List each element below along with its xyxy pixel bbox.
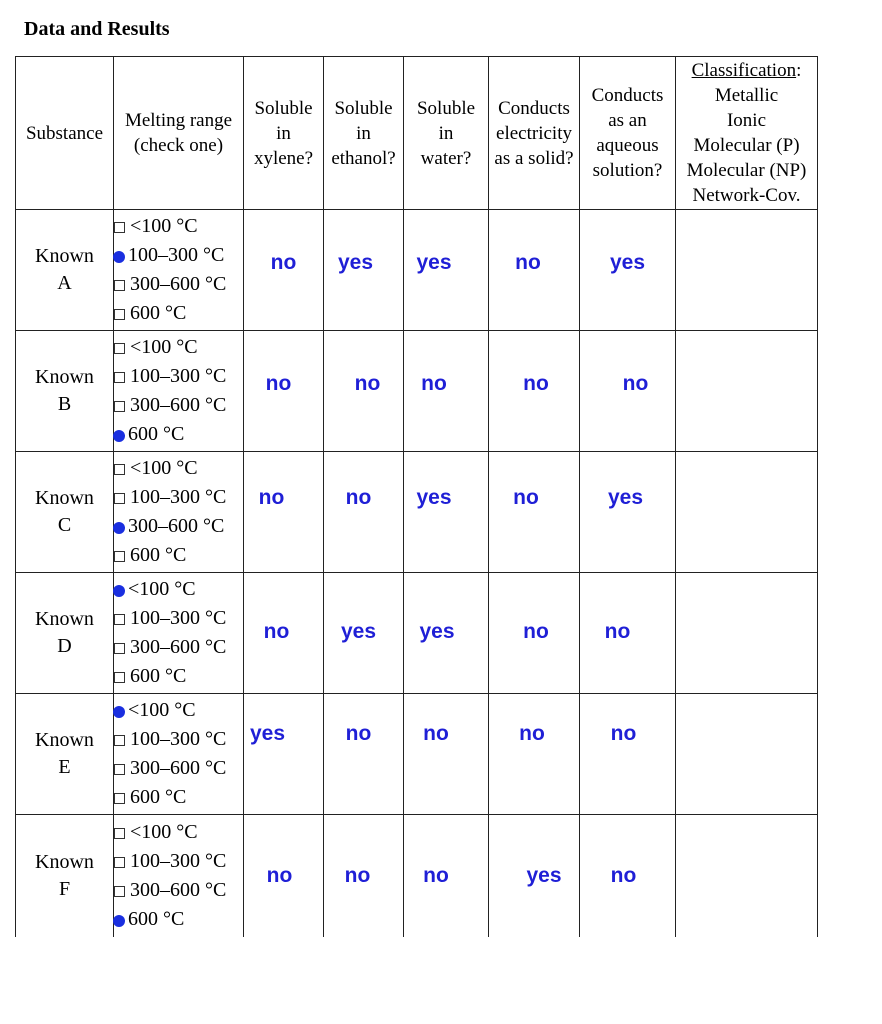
answer-value: no — [344, 864, 371, 887]
answer-value: no — [265, 372, 292, 395]
answer-value: no — [345, 722, 372, 745]
melting-option[interactable] — [114, 512, 243, 541]
answer-water — [404, 331, 489, 452]
answer-xylene — [244, 815, 324, 938]
melting-option[interactable] — [114, 696, 243, 725]
checkbox-icon[interactable] — [114, 401, 125, 412]
table-row — [16, 815, 818, 938]
answer-ethanol — [324, 210, 404, 331]
checkbox-icon[interactable] — [114, 493, 125, 504]
melting-option[interactable] — [114, 754, 243, 783]
substance-name: Known B — [16, 331, 114, 452]
answer-solid — [489, 331, 580, 452]
melting-option[interactable] — [114, 362, 243, 391]
table-row — [16, 452, 818, 573]
melting-option[interactable] — [114, 783, 243, 812]
answer-solid — [489, 452, 580, 573]
checkbox-icon[interactable] — [114, 828, 125, 839]
answer-solid — [489, 815, 580, 938]
melting-option-label: 300–600 °C — [128, 515, 225, 537]
answer-value: no — [523, 372, 549, 395]
melting-option-label: 100–300 °C — [130, 365, 227, 387]
melting-option-label: 600 °C — [130, 786, 187, 808]
melting-option-label: 100–300 °C — [128, 244, 225, 266]
melting-option[interactable] — [114, 662, 243, 691]
melting-option[interactable] — [114, 241, 243, 270]
header-row — [16, 57, 818, 210]
answer-value: no — [622, 372, 649, 395]
results-table — [15, 56, 818, 937]
header-classification: Classification: Metallic Ionic Molecular (P) Molecular (NP) Network-Cov. — [676, 57, 818, 210]
melting-option-label: 100–300 °C — [130, 850, 227, 872]
answer-value: no — [515, 251, 541, 274]
melting-range-options — [114, 210, 244, 331]
answer-xylene — [244, 452, 324, 573]
table-row — [16, 694, 818, 815]
melting-option[interactable] — [114, 847, 243, 876]
melting-option-label: 300–600 °C — [130, 394, 227, 416]
answer-value: yes — [340, 620, 377, 643]
answer-value: no — [604, 620, 631, 643]
checkbox-icon[interactable] — [114, 551, 125, 562]
checkbox-icon[interactable] — [114, 857, 125, 868]
substance-name: Known C — [16, 452, 114, 573]
answer-value: no — [263, 620, 290, 643]
classification-cell[interactable] — [676, 815, 818, 938]
answer-aqueous — [580, 210, 676, 331]
classification-cell[interactable] — [676, 694, 818, 815]
substance-name: Known D — [16, 573, 114, 694]
answer-water — [404, 573, 489, 694]
answer-xylene — [244, 331, 324, 452]
answer-value: no — [423, 864, 449, 887]
melting-option[interactable] — [114, 212, 243, 241]
melting-option-label: 600 °C — [128, 908, 185, 930]
substance-name: Known F — [16, 815, 114, 938]
answer-value: no — [258, 486, 285, 509]
melting-option-label: 300–600 °C — [130, 273, 227, 295]
checkbox-icon[interactable] — [114, 886, 125, 897]
melting-option-label: 600 °C — [130, 665, 187, 687]
checkbox-icon[interactable] — [114, 343, 125, 354]
melting-option-label: 600 °C — [130, 302, 187, 324]
header-conducts-solid: Conducts electricity as a solid? — [489, 57, 580, 210]
header-substance: Substance — [16, 57, 114, 210]
filled-checkbox-icon[interactable] — [113, 522, 125, 534]
melting-option-label: <100 °C — [128, 699, 196, 721]
melting-option[interactable] — [114, 633, 243, 662]
answer-aqueous — [580, 815, 676, 938]
answer-aqueous — [580, 694, 676, 815]
melting-option[interactable] — [114, 604, 243, 633]
filled-checkbox-icon[interactable] — [113, 430, 125, 442]
checkbox-icon[interactable] — [114, 764, 125, 775]
answer-xylene — [244, 210, 324, 331]
melting-option[interactable] — [114, 391, 243, 420]
checkbox-icon[interactable] — [114, 643, 125, 654]
melting-option[interactable] — [114, 725, 243, 754]
melting-option[interactable] — [114, 541, 243, 570]
answer-water — [404, 210, 489, 331]
header-melting-range: Melting range (check one) — [114, 57, 244, 210]
answer-solid — [489, 210, 580, 331]
checkbox-icon[interactable] — [114, 280, 125, 291]
filled-checkbox-icon[interactable] — [113, 706, 125, 718]
substance-name: Known A — [16, 210, 114, 331]
header-conducts-aqueous: Conducts as an aqueous solution? — [580, 57, 676, 210]
answer-water — [404, 452, 489, 573]
answer-ethanol — [324, 452, 404, 573]
answer-value: no — [610, 864, 637, 887]
melting-option-label: <100 °C — [130, 336, 198, 358]
checkbox-icon[interactable] — [114, 735, 125, 746]
answer-value: no — [270, 251, 297, 274]
results-body — [16, 210, 818, 938]
melting-option-label: 100–300 °C — [130, 486, 227, 508]
classification-cell[interactable] — [676, 331, 818, 452]
answer-water — [404, 815, 489, 938]
answer-value: no — [610, 722, 637, 745]
answer-value: no — [421, 372, 447, 395]
classification-cell[interactable] — [676, 210, 818, 331]
melting-range-options — [114, 694, 244, 815]
checkbox-icon[interactable] — [114, 222, 125, 233]
melting-option[interactable] — [114, 270, 243, 299]
classification-cell[interactable] — [676, 452, 818, 573]
answer-value: no — [354, 372, 381, 395]
answer-value: no — [513, 486, 539, 509]
melting-option-label: 600 °C — [130, 544, 187, 566]
header-soluble-ethanol: Soluble in ethanol? — [324, 57, 404, 210]
classification-cell[interactable] — [676, 573, 818, 694]
answer-value: yes — [416, 251, 452, 274]
melting-option[interactable] — [114, 333, 243, 362]
answer-value: no — [523, 620, 549, 643]
melting-option-label: <100 °C — [130, 821, 198, 843]
answer-value: no — [345, 486, 372, 509]
checkbox-icon[interactable] — [114, 372, 125, 383]
section-title: Data and Results — [24, 18, 170, 40]
melting-option[interactable] — [114, 818, 243, 847]
answer-solid — [489, 694, 580, 815]
melting-option[interactable] — [114, 483, 243, 512]
filled-checkbox-icon[interactable] — [113, 915, 125, 927]
melting-option[interactable] — [114, 420, 243, 449]
checkbox-icon[interactable] — [114, 614, 125, 625]
answer-value: yes — [419, 620, 455, 643]
checkbox-icon[interactable] — [114, 464, 125, 475]
answer-aqueous — [580, 452, 676, 573]
answer-xylene — [244, 694, 324, 815]
melting-option[interactable] — [114, 905, 243, 934]
answer-aqueous — [580, 331, 676, 452]
answer-ethanol — [324, 694, 404, 815]
answer-ethanol — [324, 331, 404, 452]
filled-checkbox-icon[interactable] — [113, 585, 125, 597]
melting-range-options — [114, 573, 244, 694]
answer-value: yes — [526, 864, 562, 887]
melting-range-options — [114, 331, 244, 452]
filled-checkbox-icon[interactable] — [113, 251, 125, 263]
melting-option-label: 100–300 °C — [130, 728, 227, 750]
answer-value: yes — [416, 486, 452, 509]
answer-value: yes — [337, 251, 374, 274]
melting-range-options — [114, 815, 244, 938]
answer-value: no — [519, 722, 545, 745]
checkbox-icon[interactable] — [114, 672, 125, 683]
header-soluble-xylene: Soluble in xylene? — [244, 57, 324, 210]
answer-value: no — [423, 722, 449, 745]
table-row — [16, 573, 818, 694]
answer-water — [404, 694, 489, 815]
answer-aqueous — [580, 573, 676, 694]
melting-option[interactable] — [114, 876, 243, 905]
melting-option-label: <100 °C — [130, 457, 198, 479]
answer-solid — [489, 573, 580, 694]
answer-value: no — [266, 864, 293, 887]
melting-option-label: 300–600 °C — [130, 879, 227, 901]
answer-value: yes — [249, 722, 286, 745]
melting-option-label: 100–300 °C — [130, 607, 227, 629]
melting-range-options — [114, 452, 244, 573]
checkbox-icon[interactable] — [114, 793, 125, 804]
melting-option-label: <100 °C — [130, 215, 198, 237]
melting-option-label: 300–600 °C — [130, 636, 227, 658]
substance-name: Known E — [16, 694, 114, 815]
melting-option[interactable] — [114, 299, 243, 328]
table-row — [16, 331, 818, 452]
melting-option[interactable] — [114, 454, 243, 483]
table-row — [16, 210, 818, 331]
melting-option-label: 300–600 °C — [130, 757, 227, 779]
melting-option-label: <100 °C — [128, 578, 196, 600]
answer-value: yes — [607, 486, 644, 509]
melting-option[interactable] — [114, 575, 243, 604]
answer-value: yes — [609, 251, 646, 274]
answer-ethanol — [324, 815, 404, 938]
answer-ethanol — [324, 573, 404, 694]
checkbox-icon[interactable] — [114, 309, 125, 320]
melting-option-label: 600 °C — [128, 423, 185, 445]
header-soluble-water: Soluble in water? — [404, 57, 489, 210]
answer-xylene — [244, 573, 324, 694]
